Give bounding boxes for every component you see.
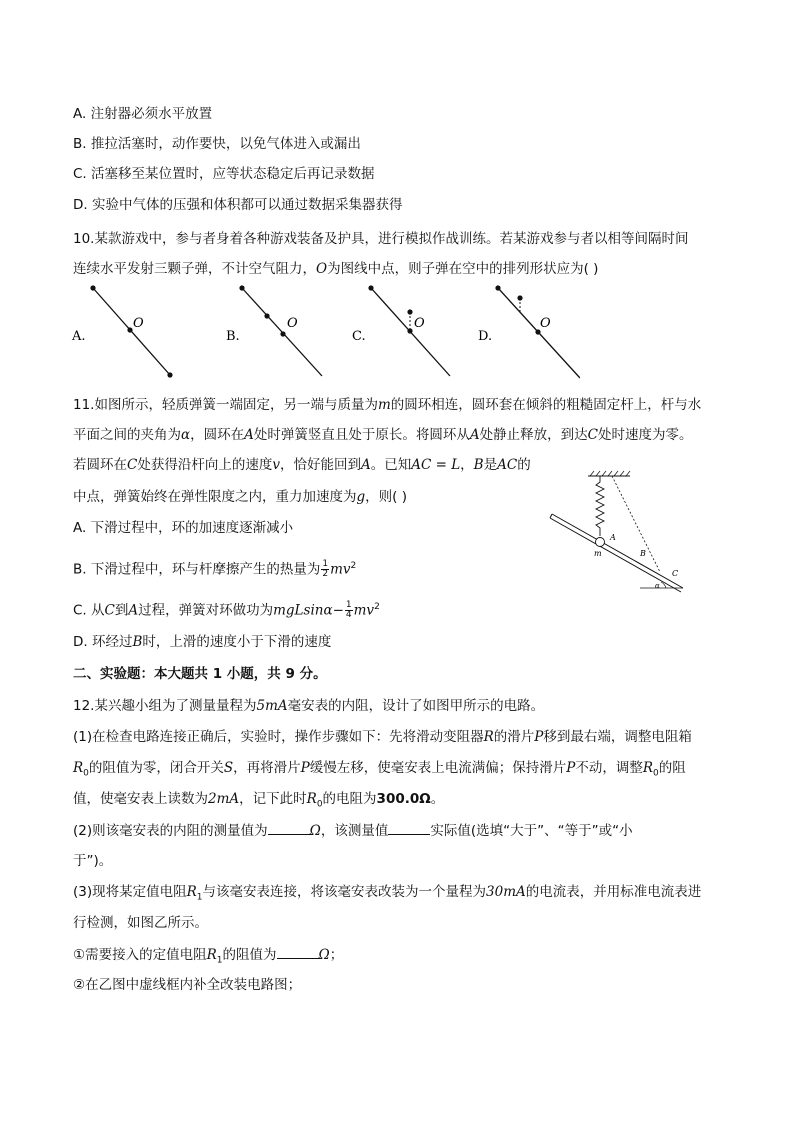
svg-text:A: A [610,533,616,542]
q12-part3-line2: 行检测，如图乙所示。 [73,915,208,931]
q11-stem-line2: 平面之间的夹角为α，圆环在A处时弹簧竖直且处于原长。将圆环从A处静止释放，到达C处时速度为零。 [73,427,693,443]
svg-text:O: O [287,316,298,331]
q9-option-a: A. 注射器必须水平放置 [73,106,213,122]
q12-part1-line1: (1)在检查电路连接正确后，实验时，操作步骤如下：先将滑动变阻器R的滑片P移到最右端，调整电阻箱 [73,729,692,745]
q12-part2-line1: (2)则该毫安表的内阻的测量值为 Ω，该测量值 实际值(选填“大于”、“等于”或“小 [73,820,633,841]
q12-part1-line2: $R_0$的阻值为零，闭合开关S，再将滑片P缓慢左移，使毫安表上电流满偏；保持滑片P不动，调整$R_0$的阻 [73,760,686,779]
q10-label-b: B. [226,329,240,344]
svg-text:B: B [640,549,646,558]
svg-text:m: m [594,549,602,558]
q9-option-b: B. 推拉活塞时，动作要快，以免气体进入或漏出 [73,136,361,152]
q11-spring-diagram [548,470,688,595]
answer-blank-comparison[interactable] [388,820,430,835]
q10-label-d: D. [478,329,493,344]
answer-blank-resistance[interactable] [268,820,310,835]
q10-option-c-diagram [352,285,450,376]
svg-text:O: O [414,316,425,331]
q10-label-c: C. [352,329,366,344]
q10-stem-line2: 连续水平发射三颗子弹，不计空气阻力，O为图线中点，则子弹在空中的排列形状应为( ) [73,261,599,277]
q11-option-d: D. 环经过B时，上滑的速度小于下滑的速度 [73,634,332,650]
q12-part1-line3: 值，使毫安表上读数为2mA，记下此时$R_0$的电阻为300.0Ω。 [73,791,445,810]
q10-figure-options [60,280,580,385]
q9-option-c: C. 活塞移至某位置时，应等状态稳定后再记录数据 [73,166,375,182]
q11-option-c: C. 从C到A过程，弹簧对环做功为mgLsinα− $\frac{1}{4}$ $mv^2$ [73,600,380,620]
q10-option-d-diagram [478,285,580,378]
q11-option-b: B. 下滑过程中，环与杆摩擦产生的热量为 $\frac{1}{2}$ $mv^2$ [73,559,357,579]
svg-text:α: α [655,582,660,590]
q12-stem: 12.某兴趣小组为了测量量程为5mA毫安表的内阻，设计了如图甲所示的电路。 [73,698,545,714]
q11-option-a: A. 下滑过程中，环的加速度逐渐减小 [73,520,294,536]
q11-stem-line1: 11.如图所示，轻质弹簧一端固定，另一端与质量为m的圆环相连，圆环套在倾斜的粗糙固定杆上，杆与水 [73,397,702,413]
q9-option-d: D. 实验中气体的压强和体积都可以通过数据采集器获得 [73,197,403,213]
q12-part2-line2: 于”)。 [73,853,113,869]
q12-part3-line1: (3)现将某定值电阻$R_1$与该毫安表连接，将该毫安表改装为一个量程为30mA的电流表，并用标准电流表进 [73,884,702,903]
q10-option-a-diagram [71,285,173,377]
svg-text:O: O [133,316,144,331]
svg-text:C: C [672,569,679,578]
q12-part3-q2: ②在乙图中虚线框内补全改装电路图； [73,977,302,993]
svg-text:O: O [540,316,551,331]
answer-blank-r1[interactable] [277,944,319,959]
section-2-heading: 二、实验题：本大题共 1 小题，共 9 分。 [73,666,327,682]
q10-option-b-diagram [226,285,322,376]
q11-stem-line3: 若圆环在C处获得沿杆向上的速度v，恰好能回到A。已知AC = L，B是AC的 [73,457,531,473]
q11-stem-line4: 中点，弹簧始终在弹性限度之内，重力加速度为g，则( ) [73,489,407,505]
q12-part3-q1: ①需要接入的定值电阻$R_1$的阻值为 Ω； [73,944,343,971]
q10-label-a: A. [72,329,86,344]
q10-stem-line1: 10.某款游戏中，参与者身着各种游戏装备及护具，进行模拟作战训练。若某游戏参与者以相等间隔时间 [73,231,689,247]
